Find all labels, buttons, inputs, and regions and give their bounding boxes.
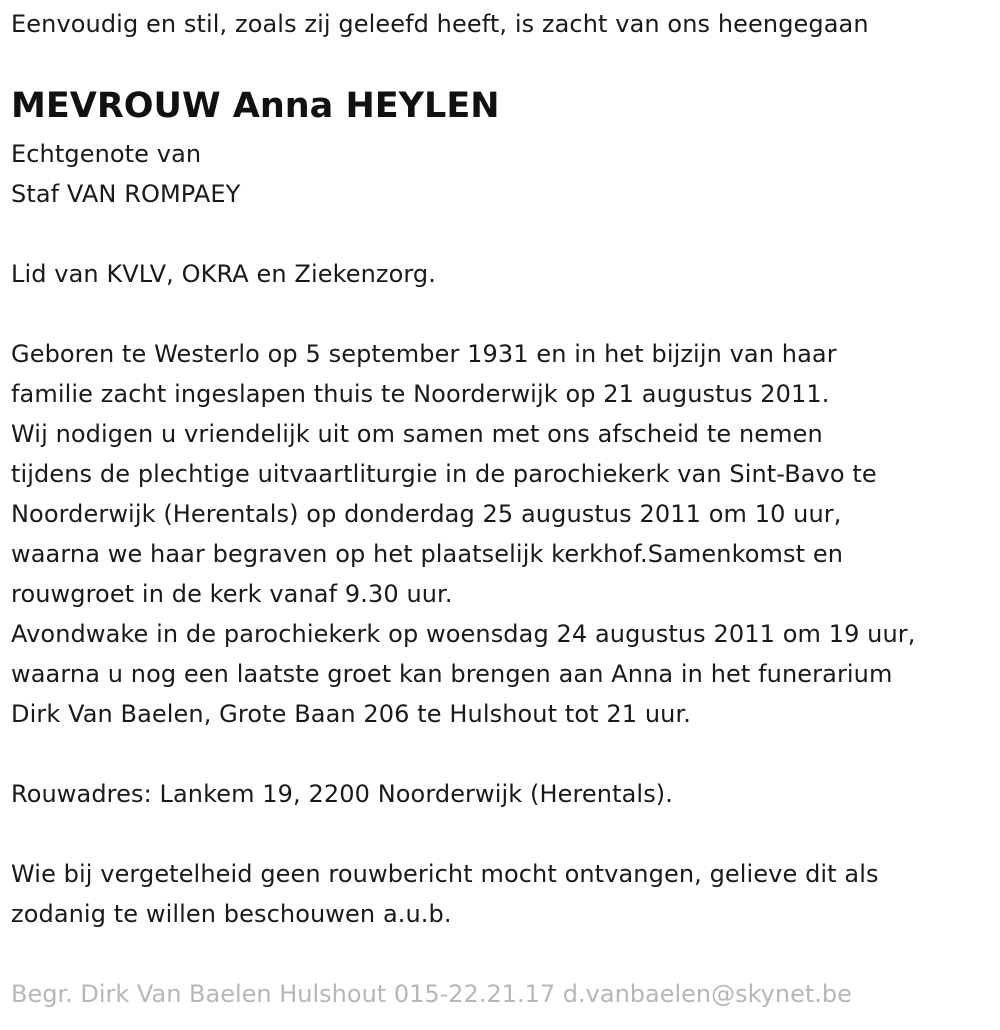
details-line: Avondwake in de parochiekerk op woensdag 24 augustus 2011 om 19 uur, [11, 620, 916, 648]
details-line: Wij nodigen u vriendelijk uit om samen met ons afscheid te nemen [11, 420, 823, 448]
deceased-name: MEVROUW Anna HEYLEN [11, 86, 500, 126]
notice-line: Wie bij vergetelheid geen rouwbericht mocht ontvangen, gelieve dit als [11, 860, 879, 888]
details-line: waarna u nog een laatste groet kan brengen aan Anna in het funerarium [11, 660, 893, 688]
details-line: Dirk Van Baelen, Grote Baan 206 te Hulshout tot 21 uur. [11, 700, 691, 728]
mourning-address-section [11, 774, 673, 814]
spouse-section [11, 134, 240, 214]
details-line: familie zacht ingeslapen thuis te Noorderwijk op 21 augustus 2011. [11, 380, 830, 408]
details-line: tijdens de plechtige uitvaartliturgie in de parochiekerk van Sint-Bavo te [11, 460, 877, 488]
membership-section [11, 254, 436, 294]
notice-section [11, 854, 879, 934]
membership-text: Lid van KVLV, OKRA en Ziekenzorg. [11, 260, 436, 288]
funeral-home-footer: Begr. Dirk Van Baelen Hulshout 015-22.21.17 d.vanbaelen@skynet.be [11, 980, 852, 1008]
details-line: Noorderwijk (Herentals) op donderdag 25 augustus 2011 om 10 uur, [11, 500, 842, 528]
funeral-details [11, 334, 915, 734]
details-line: rouwgroet in de kerk vanaf 9.30 uur. [11, 580, 453, 608]
details-line: Geboren te Westerlo op 5 september 1931 en in het bijzijn van haar [11, 340, 837, 368]
spouse-name: Staf VAN ROMPAEY [11, 180, 241, 208]
mourning-address: Rouwadres: Lankem 19, 2200 Noorderwijk (Herentals). [11, 780, 673, 808]
notice-line: zodanig te willen beschouwen a.u.b. [11, 900, 452, 928]
details-line: waarna we haar begraven op het plaatselijk kerkhof.Samenkomst en [11, 540, 844, 568]
intro-text: Eenvoudig en stil, zoals zij geleefd heeft, is zacht van ons heengegaan [11, 10, 869, 38]
spouse-label: Echtgenote van [11, 140, 202, 168]
